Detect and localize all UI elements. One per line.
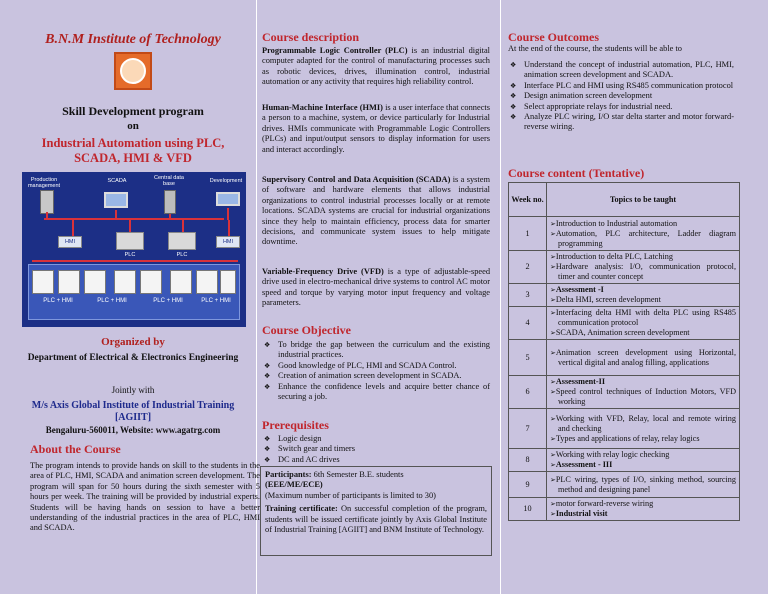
arrow-bullet-icon: ➢ xyxy=(550,229,556,238)
description-heading: Course description xyxy=(262,30,359,44)
topic-text: Assessment - III xyxy=(555,460,613,469)
week-cell: 1 xyxy=(509,217,547,251)
participants-branch: (EEE/ME/ECE) xyxy=(265,480,323,490)
week-cell: 3 xyxy=(509,284,547,307)
topics-cell xyxy=(547,449,740,472)
list-item xyxy=(262,444,490,454)
plc-device-icon xyxy=(220,270,236,294)
topic-item xyxy=(550,348,736,368)
diamond-bullet-icon: ❖ xyxy=(264,361,271,370)
column-middle xyxy=(262,0,490,594)
hmi-description xyxy=(262,103,490,155)
plc-hmi-label: PLC + HMI xyxy=(43,298,73,304)
vfd-term: Variable-Frequency Drive (VFD) xyxy=(262,267,384,276)
diamond-bullet-icon: ❖ xyxy=(510,61,517,69)
table-row xyxy=(509,251,740,284)
network-link xyxy=(228,220,230,236)
scada-monitor-icon xyxy=(104,192,128,208)
vfd-description xyxy=(262,267,490,309)
arrow-bullet-icon: ➢ xyxy=(550,309,556,317)
tower-pc-icon xyxy=(40,190,54,214)
column-divider xyxy=(500,0,501,594)
diamond-bullet-icon: ❖ xyxy=(510,81,517,90)
certificate-label: Training certificate: xyxy=(265,504,338,514)
list-item xyxy=(262,361,490,371)
certificate-line xyxy=(265,504,487,535)
server-icon xyxy=(164,190,176,214)
topic-text: Animation screen development using Horizontal, vertical digital and analog filling, applications xyxy=(555,347,736,367)
plc-term: Programmable Logic Controller (PLC) xyxy=(262,46,408,55)
topics-cell xyxy=(547,284,740,307)
department: Department of Electrical & Electronics Engineering xyxy=(27,353,239,363)
scada-description xyxy=(262,175,490,248)
topic-text: PLC wiring, types of I/O, sinking method, sourcing method and designing panel xyxy=(555,474,736,494)
column-right xyxy=(508,0,740,594)
arrow-bullet-icon: ➢ xyxy=(550,475,556,484)
topics-cell xyxy=(547,307,740,340)
plc-module-icon xyxy=(116,232,144,250)
table-row xyxy=(509,472,740,498)
objective-heading: Course Objective xyxy=(262,323,351,337)
table-row xyxy=(509,307,740,340)
arrow-bullet-icon: ➢ xyxy=(550,451,556,459)
topic-item xyxy=(550,229,736,249)
arrow-bullet-icon: ➢ xyxy=(550,329,556,337)
hmi-term: Human-Machine Interface (HMI) xyxy=(262,103,383,112)
diamond-bullet-icon: ❖ xyxy=(264,455,271,464)
participants-limit: (Maximum number of participants is limited to 30) xyxy=(265,490,436,500)
outcome-text: Understand the concept of industrial automation, PLC, HMI, animation screen development and SCADA. xyxy=(524,60,734,80)
topic-text: motor forward-reverse wiring xyxy=(555,499,654,508)
outcomes-list xyxy=(508,60,734,133)
topic-item xyxy=(550,285,736,295)
program-on: on xyxy=(127,120,139,132)
week-column-header: Week no. xyxy=(509,183,547,217)
topic-item xyxy=(550,434,736,444)
prerequisite-text: Logic design xyxy=(278,434,322,443)
network-link xyxy=(227,208,229,220)
objective-text: Enhance the confidence levels and acquire better chance of securing a job. xyxy=(278,381,490,402)
topic-text: Speed control techniques of Induction Motors, VFD working xyxy=(555,387,736,406)
topic-item xyxy=(550,475,736,495)
table-row xyxy=(509,340,740,376)
institute-logo xyxy=(114,52,152,90)
arrow-bullet-icon: ➢ xyxy=(550,510,556,518)
list-item xyxy=(262,455,490,465)
topic-item xyxy=(550,252,736,262)
table-row xyxy=(509,376,740,409)
topic-item xyxy=(550,377,736,387)
prerequisites-list xyxy=(262,434,490,465)
topics-column-header: Topics to be taught xyxy=(547,183,740,217)
network-link xyxy=(72,220,74,236)
topics-cell xyxy=(547,251,740,284)
table-header-row xyxy=(509,183,740,217)
objective-list xyxy=(262,340,490,402)
outcome-text: Interface PLC and HMI using RS485 communication protocol xyxy=(524,80,734,90)
arrow-bullet-icon: ➢ xyxy=(550,286,556,294)
topic-item xyxy=(550,328,736,338)
list-item xyxy=(508,81,734,91)
plc-device-icon xyxy=(58,270,80,294)
topic-item xyxy=(550,414,736,434)
program-title: Skill Development program xyxy=(62,104,204,118)
participants-box xyxy=(260,466,492,556)
arrow-bullet-icon: ➢ xyxy=(550,434,556,443)
arrow-bullet-icon: ➢ xyxy=(550,253,556,261)
topic-text: Assessment-II xyxy=(555,377,605,386)
participants-label: Participants: xyxy=(265,470,312,479)
prerequisite-text: Switch gear and timers xyxy=(278,444,355,454)
column-left xyxy=(16,0,260,594)
arrow-bullet-icon: ➢ xyxy=(550,500,556,508)
arrow-bullet-icon: ➢ xyxy=(550,348,556,357)
diagram-label-central-db: Central data base xyxy=(154,175,184,187)
partner-address: Bengaluru-560011, Website: www.agatrg.com xyxy=(45,425,221,435)
outcomes-intro: At the end of the course, the students will be able to xyxy=(508,44,682,53)
topic-item xyxy=(550,262,736,282)
field-bus xyxy=(32,260,238,262)
topic-text: Working with relay logic checking xyxy=(555,450,670,459)
week-cell: 2 xyxy=(509,251,547,284)
content-heading: Course content (Tentative) xyxy=(508,166,645,180)
plc-text: is an industrial digital computer adapted for the control of manufacturing processes such as robotic devices, drives, illumination control, industrial automation or any activity that requires high reliability control. xyxy=(262,46,490,87)
diamond-bullet-icon: ❖ xyxy=(510,102,517,111)
participants-text: 6th Semester B.E. students xyxy=(311,470,404,479)
week-cell: 5 xyxy=(509,340,547,376)
course-title-line-1: Industrial Automation using PLC, xyxy=(41,136,225,150)
scada-term: Supervisory Control and Data Acquisition (SCADA) xyxy=(262,175,451,184)
topic-text: Interfacing delta HMI with delta PLC using RS485 communication protocol xyxy=(555,308,736,327)
week-cell: 8 xyxy=(509,449,547,472)
diamond-bullet-icon: ❖ xyxy=(264,372,271,381)
plc-device-icon xyxy=(114,270,136,294)
plc-label: PLC xyxy=(176,252,188,258)
vfd-text: is a type of adjustable-speed drive used in electro-mechanical drive systems to control AC motor speed and torque by varying motor input frequency and voltage parameters. xyxy=(262,267,491,308)
topic-text: Delta HMI, screen development xyxy=(555,295,661,304)
list-item xyxy=(262,382,490,403)
diamond-bullet-icon: ❖ xyxy=(264,435,271,443)
course-content-table xyxy=(508,182,740,521)
prerequisite-text: DC and AC drives xyxy=(278,454,340,464)
organized-by: Organized by xyxy=(101,336,165,348)
course-title-line-2: SCADA, HMI & VFD xyxy=(74,151,192,165)
topics-cell xyxy=(547,217,740,251)
list-item xyxy=(508,91,734,101)
table-row xyxy=(509,498,740,521)
objective-text: Creation of animation screen development in SCADA. xyxy=(278,371,462,381)
topic-item xyxy=(550,499,736,509)
certificate-text: On successful completion of the program, students will be issued certificate jointly by Axis Global Institute of Industrial Training [AGIIT] and BNM Institute of Technology. xyxy=(265,504,487,535)
arrow-bullet-icon: ➢ xyxy=(550,219,556,228)
diagram-label-development: Development xyxy=(209,178,243,184)
list-item xyxy=(262,434,490,444)
arrow-bullet-icon: ➢ xyxy=(550,263,556,271)
table-row xyxy=(509,449,740,472)
topic-text: Hardware analysis: I/O, communication protocol, timer and counter concept xyxy=(555,262,736,281)
plc-device-icon xyxy=(84,270,106,294)
jointly-with: Jointly with xyxy=(111,385,155,395)
hmi-text: is a user interface that connects a person to a machine, system, or device particularly for Industrial drives. HMIs communicate with Programmable Logic Controllers (PLCs) and input/output sensors to display information for users and interact accordingly. xyxy=(262,103,490,154)
plc-hmi-label: PLC + HMI xyxy=(153,298,183,304)
topic-text: Assessment -I xyxy=(555,285,604,294)
topics-cell xyxy=(547,340,740,376)
topic-text: Industrial visit xyxy=(555,509,608,518)
outcome-text: Select appropriate relays for industrial need. xyxy=(524,101,673,111)
outcomes-heading: Course Outcomes xyxy=(508,30,599,44)
plc-hmi-label: PLC + HMI xyxy=(201,298,231,304)
objective-text: Good knowledge of PLC, HMI and SCADA Control. xyxy=(278,360,457,370)
diamond-bullet-icon: ❖ xyxy=(264,341,271,349)
list-item xyxy=(262,340,490,361)
topic-item xyxy=(550,509,736,519)
institute-name: B.N.M Institute of Technology xyxy=(45,32,221,47)
prerequisites-heading: Prerequisites xyxy=(262,418,329,432)
network-link xyxy=(115,210,117,220)
week-cell: 4 xyxy=(509,307,547,340)
week-cell: 9 xyxy=(509,472,547,498)
diamond-bullet-icon: ❖ xyxy=(510,113,517,122)
topic-item xyxy=(550,308,736,328)
list-item xyxy=(508,102,734,112)
outcome-text: Design animation screen development xyxy=(524,91,653,101)
topic-item xyxy=(550,219,736,229)
plc-hmi-label: PLC + HMI xyxy=(97,298,127,304)
partner-institute: M/s Axis Global Institute of Industrial Training [AGIIT] xyxy=(31,400,235,423)
diamond-bullet-icon: ❖ xyxy=(510,92,517,101)
topic-item xyxy=(550,450,736,460)
participants-line xyxy=(265,470,487,480)
topic-item xyxy=(550,295,736,305)
table-row xyxy=(509,409,740,449)
plc-module-icon xyxy=(168,232,196,250)
logo-emblem-icon xyxy=(120,58,146,84)
hmi-label: HMI xyxy=(64,239,76,245)
topic-text: Introduction to delta PLC, Latching xyxy=(555,252,673,261)
plc-device-icon xyxy=(32,270,54,294)
laptop-icon xyxy=(216,192,240,206)
scada-text: is a system of software and hardware elements that allows industrial organizations to control industrial processes locally or at remote locations. SCADA systems are crucial for industrial organizations since they help to maintain efficiency, process data for smarter decisions, and communicate system issues to help mitigate downtime. xyxy=(262,175,490,247)
diamond-bullet-icon: ❖ xyxy=(264,445,271,454)
list-item xyxy=(262,371,490,381)
arrow-bullet-icon: ➢ xyxy=(550,296,556,304)
topics-cell xyxy=(547,376,740,409)
topic-text: Types and applications of relay, relay logics xyxy=(555,433,700,443)
diagram-label-scada: SCADA xyxy=(107,178,127,184)
plc-description xyxy=(262,46,490,88)
list-item xyxy=(508,112,734,133)
network-link xyxy=(46,212,48,220)
topics-cell xyxy=(547,498,740,521)
arrow-bullet-icon: ➢ xyxy=(550,388,556,396)
diamond-bullet-icon: ❖ xyxy=(264,382,271,391)
topic-text: SCADA, Animation screen development xyxy=(555,328,690,337)
table-row xyxy=(509,284,740,307)
diagram-label-production: Production management xyxy=(27,177,61,189)
topics-cell xyxy=(547,472,740,498)
network-link xyxy=(169,214,171,220)
automation-network-diagram xyxy=(22,172,246,327)
course-title xyxy=(16,136,250,166)
topic-item xyxy=(550,387,736,407)
list-item xyxy=(508,60,734,81)
topics-cell xyxy=(547,409,740,449)
week-cell: 6 xyxy=(509,376,547,409)
plc-device-icon xyxy=(196,270,218,294)
topic-text: Introduction to Industrial automation xyxy=(555,218,678,228)
outcome-text: Analyze PLC wiring, I/O star delta starter and motor forward-reverse wiring. xyxy=(524,112,734,132)
topic-text: Working with VFD, Relay, local and remote wiring and checking xyxy=(555,413,736,433)
week-cell: 10 xyxy=(509,498,547,521)
week-cell: 7 xyxy=(509,409,547,449)
plc-device-icon xyxy=(170,270,192,294)
about-heading: About the Course xyxy=(30,442,121,456)
objective-text: To bridge the gap between the curriculum and the existing industrial practices. xyxy=(278,340,490,360)
arrow-bullet-icon: ➢ xyxy=(550,414,556,423)
arrow-bullet-icon: ➢ xyxy=(550,461,556,469)
topic-item xyxy=(550,460,736,470)
plc-label: PLC xyxy=(124,252,136,258)
table-body xyxy=(509,217,740,521)
plc-device-icon xyxy=(140,270,162,294)
table-row xyxy=(509,217,740,251)
topic-text: Automation, PLC architecture, Ladder diagram programming xyxy=(555,228,736,248)
about-text: The program intends to provide hands on skill to the students in the area of PLC, HMI, SCADA and animation screen development. The program will span for 50 hours during the sixth semester with 5 hours per week. The training will be provided by industrial experts. Students will be having hands on session to have a better understanding of the industrial practices in the area of PLC, HMI and SCADA. xyxy=(30,461,260,533)
network-bus xyxy=(44,218,224,220)
hmi-label: HMI xyxy=(222,239,234,245)
arrow-bullet-icon: ➢ xyxy=(550,378,556,386)
